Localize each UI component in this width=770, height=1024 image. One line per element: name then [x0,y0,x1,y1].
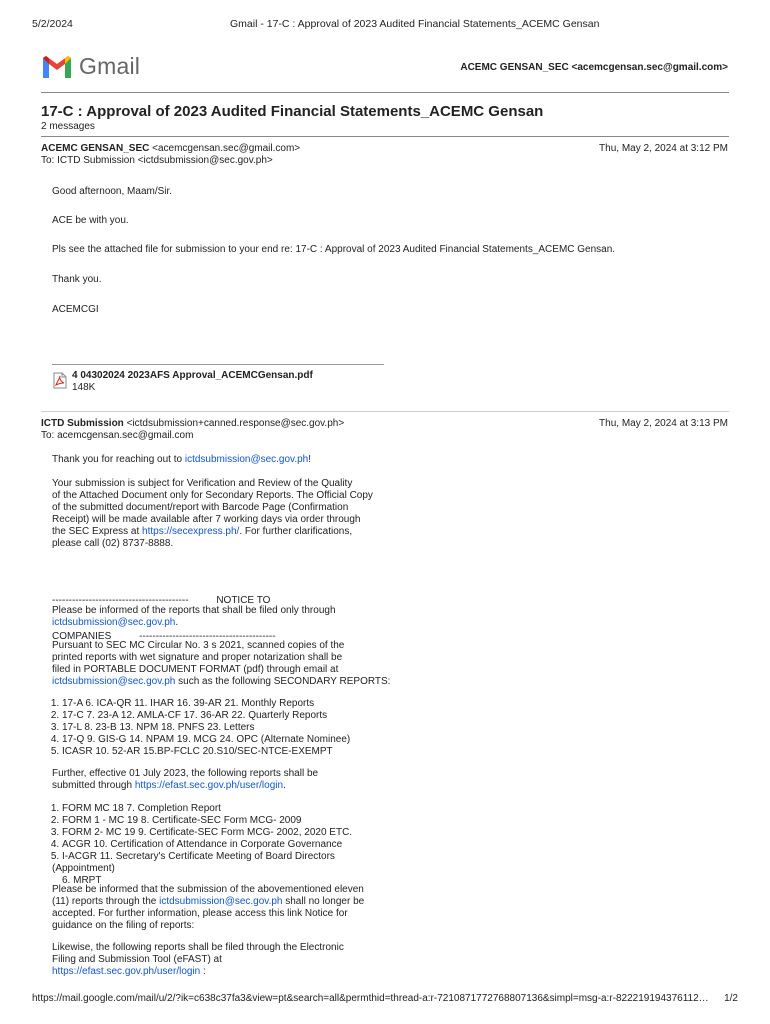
line-text: : [200,966,206,977]
efast-link[interactable]: https://efast.sec.gov.ph/user/login [52,966,201,977]
secondary-reports-list [40,698,350,758]
message1-line: ACE be with you. [52,215,129,226]
attachment-divider [52,364,384,365]
list-item: 2. FORM 1 - MC 19 8. Certificate-SEC Form MCG- 2009 [62,815,352,827]
message2-thanks [52,454,311,466]
list-continuation: (Appointment) [52,863,115,874]
paragraph-line: Likewise, the following reports shall be filed through the Electronic [52,942,344,953]
attachment-size: 148K [72,382,96,393]
message2-sender-email: <ictdsubmission+canned.response@sec.gov.ph> [126,418,345,429]
paragraph-line: Your submission is subject for Verification and Review of the Quality [52,478,353,489]
efast-link[interactable]: https://efast.sec.gov.ph/user/login [134,780,284,791]
message2-from [41,418,344,429]
attachment[interactable] [52,370,392,396]
ictd-email-link[interactable]: ictdsubmission@sec.gov.ph [184,454,309,465]
message2-date: Thu, May 2, 2024 at 3:13 PM [599,418,728,429]
message1-line: Thank you. [52,274,102,285]
gmail-m-logo-icon [41,54,73,80]
efast-paragraph [52,768,318,792]
paragraph-line: Receipt) will be made available after 7 working days via order through [52,514,361,525]
message1-to: To: ICTD Submission <ictdsubmission@sec.gov.ph> [41,155,273,166]
verification-paragraph [52,478,382,550]
paragraph-line: accepted. For further information, please access this link Notice for [52,908,348,919]
paragraph-line: Please be informed of the reports that shall be filed only through [52,605,336,616]
ictd-email-link[interactable]: ictdsubmission@sec.gov.ph [52,676,176,687]
message1-sender-email: <acemcgensan.sec@gmail.com> [152,143,301,154]
message2-sender-name: ICTD Submission [41,418,124,429]
notice-line: ----------------------------------------- NOTICE TO [52,595,271,606]
paragraph-line [52,780,318,792]
message-divider [41,411,729,412]
pdf-file-icon [53,372,67,389]
list-item: 4. 17-Q 9. GIS-G 14. NPAM 19. MCG 24. OPC (Alternate Nominee) [62,734,350,746]
reports-notice [52,605,336,629]
print-page-number: 1/2 [724,993,738,1004]
thread-subject: 17-C : Approval of 2023 Audited Financial Statements_ACEMC Gensan [41,103,544,120]
list-item: 1. FORM MC 18 7. Completion Report [62,803,352,815]
line-text: (11) reports through the [52,896,160,907]
message1-signature: ACEMCGI [52,304,99,315]
efast-reports-list [40,803,352,863]
print-footer-url: https://mail.google.com/mail/u/2/?ik=c638c37fa3&view=pt&search=all&permthid=thread-a:r-7210871772768807136&simpl=msg-a:r-822219194376112… [32,993,709,1004]
print-date: 5/2/2024 [32,18,73,30]
paragraph-line: guidance on the filing of reports: [52,920,195,931]
message-count: 2 messages [41,121,95,132]
message1-sender-name: ACEMC GENSAN_SEC [41,143,150,154]
subject-divider [41,136,729,137]
paragraph-line [52,676,390,688]
thanks-punct: ! [308,454,311,465]
list-item: 3. FORM 2- MC 19 9. Certificate-SEC Form MCG- 2002, 2020 ETC. [62,827,352,839]
list-item: 4. ACGR 10. Certification of Attendance in Corporate Governance [62,839,352,851]
list-item: 6. MRPT [62,875,102,886]
line-text: shall no longer be [282,896,365,907]
gmail-logo [41,54,141,82]
line-text: submitted through [52,780,135,791]
circular-paragraph [52,640,390,688]
paragraph-line: please call (02) 8737-8888. [52,538,174,549]
ictd-email-link[interactable]: ictdsubmission@sec.gov.ph [52,617,176,628]
list-item: 3. 17-L 8. 23-B 13. NPM 18. PNFS 23. Letters [62,722,350,734]
line-text: such as the following SECONDARY REPORTS: [175,676,391,687]
paragraph-line [52,617,336,629]
line-text: . [283,780,286,791]
paragraph-line: of the submitted document/report with Barcode Page (Confirmation [52,502,349,513]
gmail-wordmark: Gmail [79,53,141,79]
paragraph-line: printed reports with wet signature and proper notarization shall be [52,652,343,663]
list-item: 5. ICASR 10. 52-AR 15.BP-FCLC 20.S10/SEC-NTCE-EXEMPT [62,746,350,758]
list-item: 1. 17-A 6. ICA-QR 11. IHAR 16. 39-AR 21. Monthly Reports [62,698,350,710]
message1-line: Pls see the attached file for submission to your end re: 17-C : Approval of 2023 Audited Financial Statements_ACEMC Gensan. [52,244,616,255]
paragraph-line: filed in PORTABLE DOCUMENT FORMAT (pdf) through email at [52,664,339,675]
message1-from [41,143,300,154]
message1-date: Thu, May 2, 2024 at 3:12 PM [599,143,728,154]
list-item: 5. I-ACGR 11. Secretary's Certificate Meeting of Board Directors [62,851,352,863]
print-page-title: Gmail - 17-C : Approval of 2023 Audited Financial Statements_ACEMC Gensan [230,18,600,30]
header-divider [41,92,729,93]
account-label: ACEMC GENSAN_SEC <acemcgensan.sec@gmail.com> [460,62,728,73]
message2-to: To: acemcgensan.sec@gmail.com [41,430,194,441]
notice-line: COMPANIES ----------------------------------------- [52,631,276,642]
paragraph-line: Filing and Submission Tool (eFAST) at [52,954,222,965]
paragraph-line [52,896,364,908]
thanks-text: Thank you for reaching out to [52,454,185,465]
paragraph-line: Pursuant to SEC MC Circular No. 3 s 2021, scanned copies of the [52,640,345,651]
line-text: . For further clarifications, [239,526,353,537]
message1-greeting: Good afternoon, Maam/Sir. [52,186,173,197]
line-text: . [175,617,179,628]
discontinue-paragraph [52,884,364,932]
ictd-email-link[interactable]: ictdsubmission@sec.gov.ph [159,896,283,907]
paragraph-line: Further, effective 01 July 2023, the following reports shall be [52,768,319,779]
attachment-name[interactable]: 4 04302024 2023AFS Approval_ACEMCGensan.pdf [72,370,313,381]
paragraph-line [52,966,344,978]
paragraph-line: Please be informed that the submission of the abovementioned eleven [52,884,364,895]
efast-filing-paragraph [52,942,344,978]
list-item: 2. 17-C 7. 23-A 12. AMLA-CF 17. 36-AR 22. Quarterly Reports [62,710,350,722]
line-text: the SEC Express at [52,526,143,537]
paragraph-line [52,526,382,538]
secexpress-link[interactable]: https://secexpress.ph/ [142,526,240,537]
paragraph-line: of the Attached Document only for Secondary Reports. The Official Copy [52,490,373,501]
